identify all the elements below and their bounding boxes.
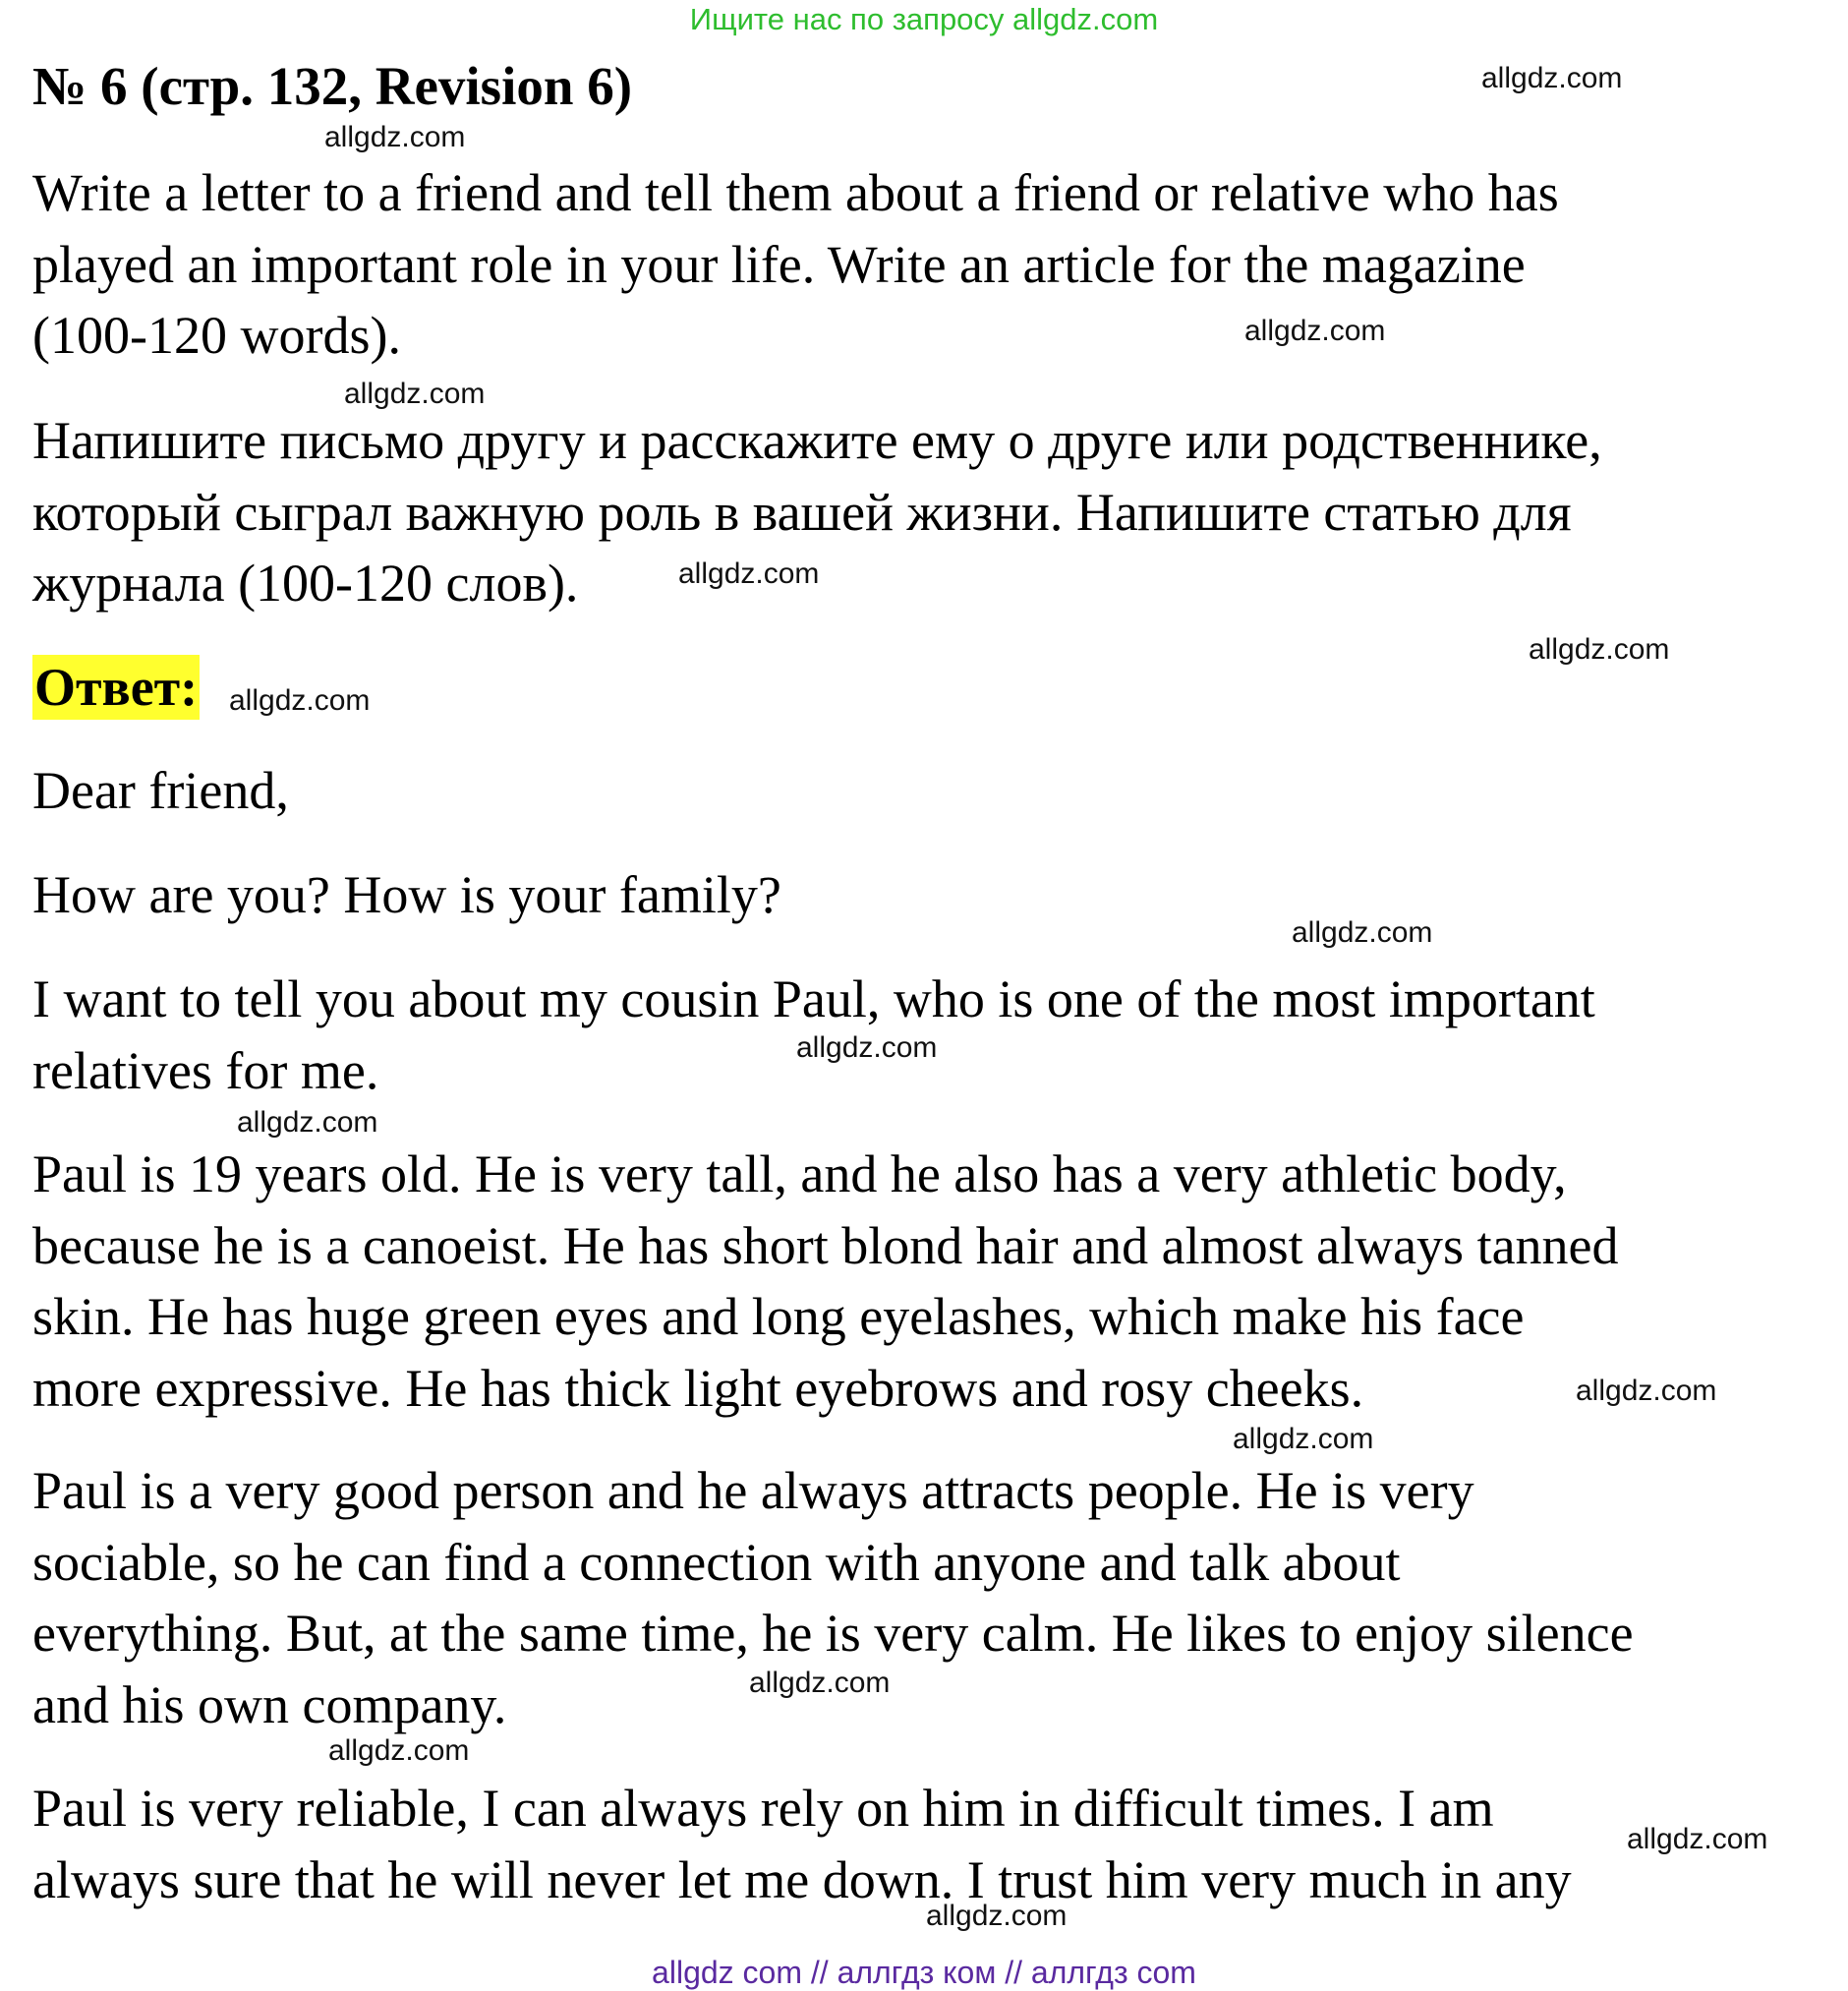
- letter-line: relatives for me.: [32, 1040, 379, 1100]
- watermark: allgdz.com: [1481, 62, 1623, 94]
- task-russian-line: который сыграл важную роль в вашей жизни. Напишите статью для: [32, 482, 1572, 542]
- letter-line: more expressive. He has thick light eyebrows and rosy cheeks.: [32, 1358, 1364, 1418]
- letter-line: How are you? How is your family?: [32, 865, 781, 924]
- letter-greeting-line: Dear friend,: [32, 761, 289, 820]
- watermark: allgdz.com: [344, 378, 486, 410]
- footer-links: allgdz com // аллгдз ком // аллгдз com: [652, 1955, 1196, 1990]
- task-english-line: played an important role in your life. Write an article for the magazine: [32, 234, 1526, 294]
- letter-line: skin. He has huge green eyes and long eyelashes, which make his face: [32, 1287, 1525, 1346]
- letter-line: Paul is very reliable, I can always rely on him in difficult times. I am: [32, 1779, 1494, 1838]
- letter-line: and his own company.: [32, 1674, 507, 1734]
- watermark: allgdz.com: [1292, 916, 1433, 949]
- watermark: allgdz.com: [749, 1667, 891, 1699]
- letter-line: because he is a canoeist. He has short blond hair and almost always tanned: [32, 1215, 1619, 1275]
- answer-label: Ответ:: [32, 655, 200, 720]
- letter-line: sociable, so he can find a connection with anyone and talk about: [32, 1532, 1401, 1592]
- search-banner: Ищите нас по запросу allgdz.com: [689, 2, 1159, 36]
- watermark: allgdz.com: [1244, 315, 1386, 347]
- exercise-title: № 6 (стр. 132, Revision 6): [32, 56, 633, 116]
- task-russian-line: Напишите письмо другу и расскажите ему о друге или родственнике,: [32, 411, 1602, 470]
- letter-paragraph-5: [32, 1773, 1572, 1915]
- task-english-line: Write a letter to a friend and tell them about a friend or relative who has: [32, 163, 1559, 222]
- watermark: allgdz.com: [796, 1031, 938, 1064]
- watermark: allgdz.com: [1627, 1823, 1768, 1855]
- letter-paragraph-1: [32, 859, 781, 931]
- letter-paragraph-3: [32, 1139, 1619, 1424]
- watermark: allgdz.com: [678, 557, 820, 590]
- watermark: allgdz.com: [324, 121, 466, 153]
- letter-line: always sure that he will never let me down. I trust him very much in any: [32, 1849, 1572, 1909]
- watermark: allgdz.com: [328, 1734, 470, 1767]
- letter-greeting: [32, 755, 289, 827]
- watermark: allgdz.com: [1233, 1423, 1374, 1455]
- watermark: allgdz.com: [926, 1900, 1068, 1932]
- letter-line: Paul is 19 years old. He is very tall, and he also has a very athletic body,: [32, 1144, 1567, 1203]
- letter-line: I want to tell you about my cousin Paul, who is one of the most important: [32, 969, 1595, 1028]
- task-russian-line: журнала (100-120 слов).: [32, 554, 579, 613]
- watermark: allgdz.com: [229, 684, 371, 717]
- letter-line: everything. But, at the same time, he is very calm. He likes to enjoy silence: [32, 1604, 1634, 1663]
- watermark: allgdz.com: [1576, 1375, 1717, 1407]
- watermark: allgdz.com: [1529, 633, 1670, 666]
- watermark: allgdz.com: [237, 1106, 378, 1139]
- letter-line: Paul is a very good person and he always attracts people. He is very: [32, 1461, 1474, 1520]
- task-english-line: (100-120 words).: [32, 306, 401, 365]
